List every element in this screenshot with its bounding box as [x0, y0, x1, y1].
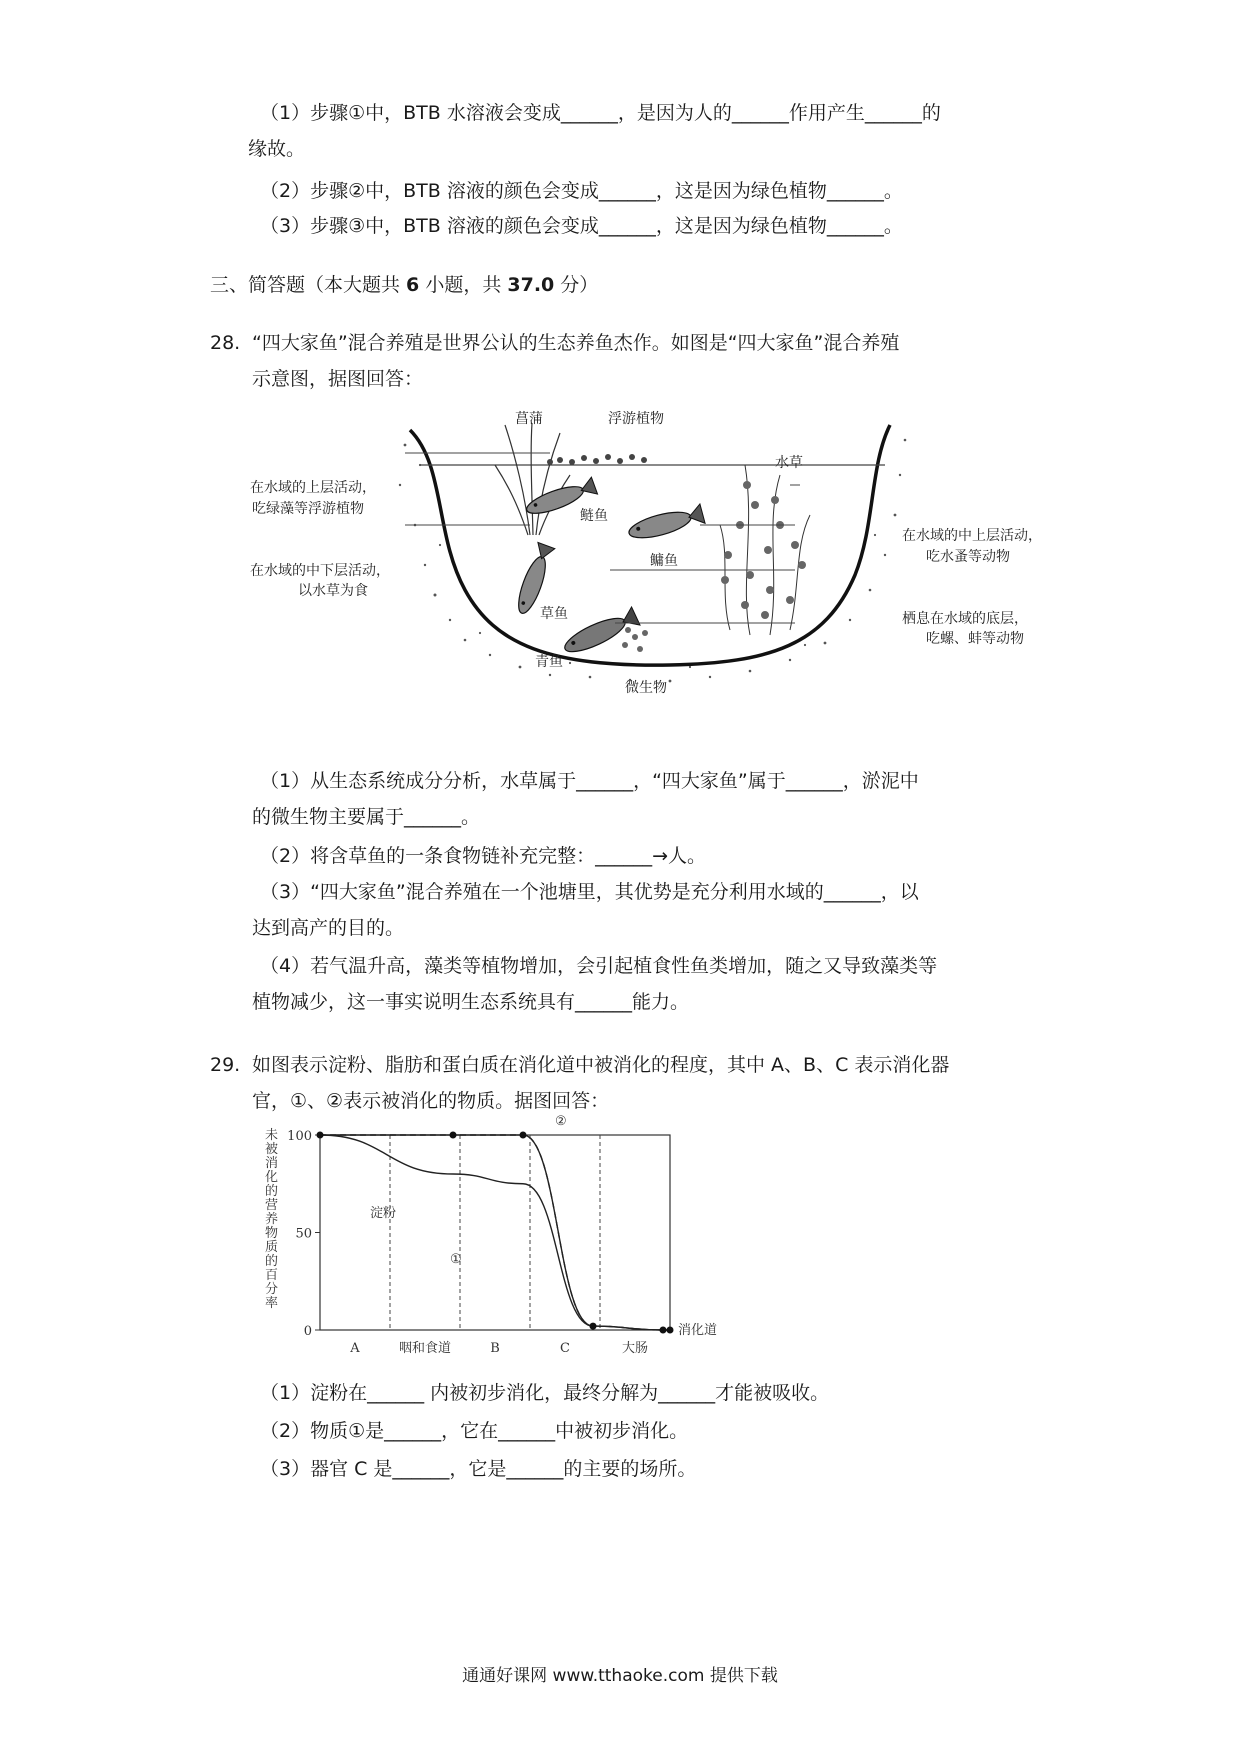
- q29-sub3: （3）器官 C 是______，它是______的主要的场所。: [260, 1458, 697, 1480]
- q29-sub2: （2）物质①是______，它在______中被初步消化。: [260, 1420, 689, 1442]
- q29-stem-line2: 官，①、②表示被消化的物质。据图回答：: [252, 1090, 610, 1112]
- y-axis-label-char: 的: [265, 1254, 279, 1269]
- q28-number: 28.: [210, 332, 241, 354]
- plot-area: [320, 1135, 670, 1330]
- y-axis-label-char: 化: [265, 1170, 279, 1185]
- y-tick-label: 0: [303, 1324, 312, 1339]
- section-header: [210, 272, 598, 298]
- chart-frame: [315, 1135, 670, 1330]
- microbe-cluster: [622, 627, 648, 652]
- section-count: 6: [406, 274, 420, 296]
- y-axis-label-char: 消: [265, 1156, 279, 1171]
- label-left1-line2: 吃绿藻等浮游植物: [252, 501, 364, 517]
- label-left2-line1: 在水域的中下层活动，: [250, 563, 390, 579]
- q29-sub1: （1）淀粉在______ 内被初步消化，最终分解为______才能被吸收。: [260, 1382, 830, 1404]
- q29-stem-line1: 如图表示淀粉、脂肪和蛋白质在消化道中被消化的程度，其中 A、B、C 表示消化器: [252, 1054, 950, 1076]
- label-bighead-carp: 鳙鱼: [650, 553, 678, 569]
- series-line: [320, 1135, 670, 1330]
- cattail-plant: [495, 423, 570, 535]
- digestion-chart: [255, 1115, 755, 1375]
- y-axis-label-char: 质: [265, 1240, 279, 1255]
- label-right1-line1: 在水域的中上层活动，: [902, 528, 1042, 544]
- series-marker: [590, 1323, 597, 1330]
- q28-sub4-line2: 植物减少，这一事实说明生态系统具有______能力。: [252, 991, 690, 1013]
- bighead-carp-fish: [627, 504, 706, 543]
- series-marker: [667, 1327, 674, 1334]
- y-axis-label-char: 未: [265, 1128, 279, 1143]
- series-name-label: 淀粉: [370, 1206, 397, 1221]
- y-axis-label-char: 率: [265, 1296, 279, 1311]
- label-right2-line2: 吃螺、蚌等动物: [926, 631, 1024, 647]
- y-axis-label-char: 养: [265, 1212, 279, 1227]
- x-axis-label: 消化道: [678, 1323, 718, 1338]
- label-black-carp: 青鱼: [535, 654, 563, 670]
- q28-stem-line1: “四大家鱼”混合养殖是世界公认的生态养鱼杰作。如图是“四大家鱼”混合养殖: [252, 332, 900, 354]
- series-marker: [660, 1327, 667, 1334]
- prev-q2: （2）步骤②中，BTB 溶液的颜色会变成______，这是因为绿色植物______。: [260, 180, 903, 202]
- x-category-label: A: [350, 1341, 360, 1356]
- q28-stem-line2: 示意图，据图回答：: [252, 368, 424, 390]
- y-axis-label-char: 百: [265, 1268, 279, 1283]
- waterweed-leaves: [721, 481, 806, 619]
- leader-lines: [405, 453, 800, 623]
- chart-labels: [265, 1115, 717, 1356]
- series-marker: [450, 1132, 457, 1139]
- label-right2-line1: 栖息在水域的底层，: [902, 611, 1028, 627]
- prev-q3: （3）步骤③中，BTB 溶液的颜色会变成______，这是因为绿色植物______。: [260, 215, 903, 237]
- prev-q1-line2: 缘故。: [248, 138, 306, 160]
- pond-outline: [410, 425, 890, 665]
- y-axis-label-char: 被: [265, 1142, 279, 1157]
- section-prefix: 三、简答题（本大题共: [210, 274, 407, 296]
- series-name-label: ②: [555, 1115, 567, 1129]
- label-left2-line2: 以水草为食: [298, 583, 368, 599]
- page-footer: 通通好课网 www.tthaoke.com 提供下载: [462, 1666, 778, 1686]
- section-suffix: 分）: [554, 274, 599, 296]
- y-axis-label-char: 营: [265, 1198, 279, 1213]
- series-marker: [317, 1132, 324, 1139]
- section-score: 37.0: [507, 274, 555, 296]
- label-left1-line1: 在水域的上层活动，: [250, 480, 376, 496]
- q29-number: 29.: [210, 1054, 241, 1076]
- q28-sub1-line2: 的微生物主要属于______。: [252, 806, 481, 828]
- x-category-label: B: [490, 1341, 500, 1356]
- pond-diagram: [250, 405, 1070, 705]
- label-cattail: 菖蒲: [515, 411, 543, 427]
- x-category-label: 大肠: [621, 1341, 649, 1356]
- y-axis-label-char: 物: [265, 1226, 279, 1241]
- label-right1-line2: 吃水蚤等动物: [926, 549, 1010, 565]
- q28-sub1-line1: （1）从生态系统成分分析，水草属于______，“四大家鱼”属于______，淤泥中: [260, 770, 919, 792]
- plankton-cluster: [547, 454, 647, 465]
- q28-sub3-line2: 达到高产的目的。: [252, 917, 405, 939]
- series-name-label: ①: [450, 1252, 462, 1267]
- y-tick-label: 100: [287, 1129, 312, 1144]
- label-plankton: 浮游植物: [608, 411, 664, 427]
- x-category-label: 咽和食道: [398, 1341, 452, 1356]
- label-silver-carp: 鲢鱼: [580, 508, 608, 524]
- x-category-label: C: [560, 1341, 570, 1356]
- label-waterweed: 水草: [775, 455, 803, 471]
- chart-dividers: [390, 1135, 600, 1330]
- chart-series: [317, 1132, 674, 1334]
- y-axis-label-char: 的: [265, 1184, 279, 1199]
- prev-q1-line1: （1）步骤①中，BTB 水溶液会变成______，是因为人的______作用产生______的: [260, 102, 941, 124]
- q28-sub4-line1: （4）若气温升高，藻类等植物增加，会引起植食性鱼类增加，随之又导致藻类等: [260, 955, 938, 977]
- series-line: [320, 1135, 670, 1330]
- y-axis-label-char: 分: [265, 1282, 279, 1297]
- label-grass-carp: 草鱼: [540, 606, 568, 622]
- label-microbe: 微生物: [625, 680, 667, 696]
- section-mid: 小题，共: [419, 274, 508, 296]
- q28-sub2: （2）将含草鱼的一条食物链补充完整：______→人。: [260, 845, 707, 867]
- y-tick-label: 50: [295, 1226, 312, 1242]
- series-line: [320, 1135, 670, 1330]
- q28-sub3-line1: （3）“四大家鱼”混合养殖在一个池塘里，其优势是充分利用水域的______，以: [260, 881, 919, 903]
- series-marker: [520, 1132, 527, 1139]
